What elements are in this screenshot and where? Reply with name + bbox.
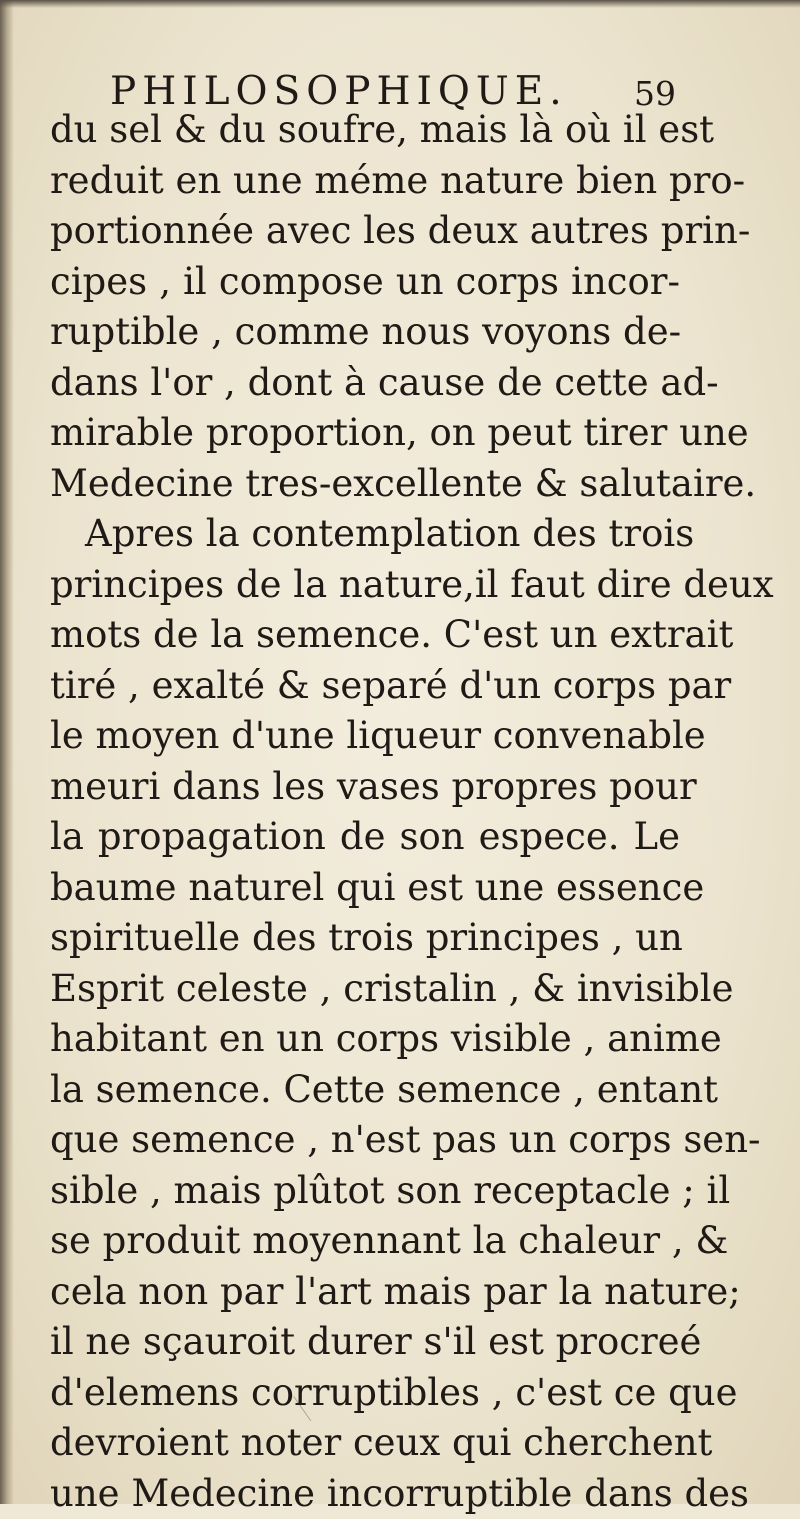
- text-line: la semence. Cette semence , entant: [50, 1065, 680, 1116]
- text-line: dans l'or , dont à cause de cette ad-: [50, 358, 680, 409]
- text-line: que semence , n'est pas un corps sen-: [50, 1115, 680, 1166]
- text-line: Medecine tres-excellente & salutaire.: [50, 459, 680, 510]
- page-top-edge-shadow: [0, 0, 800, 8]
- text-line: se produit moyennant la chaleur , &: [50, 1216, 680, 1267]
- text-line: une Medecine incorruptible dans des: [50, 1469, 680, 1519]
- text-line: Esprit celeste , cristalin , & invisible: [50, 964, 680, 1015]
- body-text: [50, 105, 680, 1519]
- paragraph-first-line: Apres la contemplation des trois: [50, 509, 680, 560]
- text-line: portionnée avec les deux autres prin-: [50, 206, 680, 257]
- text-line: reduit en une méme nature bien pro-: [50, 156, 680, 207]
- text-line: baume naturel qui est une essence: [50, 863, 680, 914]
- text-line: meuri dans les vases propres pour: [50, 762, 680, 813]
- text-line: spirituelle des trois principes , un: [50, 913, 680, 964]
- page-number: 59: [634, 68, 676, 120]
- text-line: du sel & du soufre, mais là où il est: [50, 105, 680, 156]
- text-line: d'elemens corruptibles , c'est ce que: [50, 1368, 680, 1419]
- text-line: habitant en un corps visible , anime: [50, 1014, 680, 1065]
- text-line: ruptible , comme nous voyons de-: [50, 307, 680, 358]
- text-line: mirable proportion, on peut tirer une: [50, 408, 680, 459]
- running-title: PHILOSOPHIQUE.: [110, 66, 568, 118]
- text-line: principes de la nature,il faut dire deux: [50, 560, 680, 611]
- text-line: il ne sçauroit durer s'il est procreé: [50, 1317, 680, 1368]
- text-line: la propagation de son espece. Le: [50, 812, 680, 863]
- text-line: tiré , exalté & separé d'un corps par: [50, 661, 680, 712]
- page-left-edge-shadow: [0, 0, 14, 1504]
- text-line: cipes , il compose un corps incor-: [50, 257, 680, 308]
- text-line: mots de la semence. C'est un extrait: [50, 610, 680, 661]
- text-line: devroient noter ceux qui cherchent: [50, 1418, 680, 1469]
- text-line: sible , mais plûtot son receptacle ; il: [50, 1166, 680, 1217]
- text-line: le moyen d'une liqueur convenable: [50, 711, 680, 762]
- text-line: cela non par l'art mais par la nature;: [50, 1267, 680, 1318]
